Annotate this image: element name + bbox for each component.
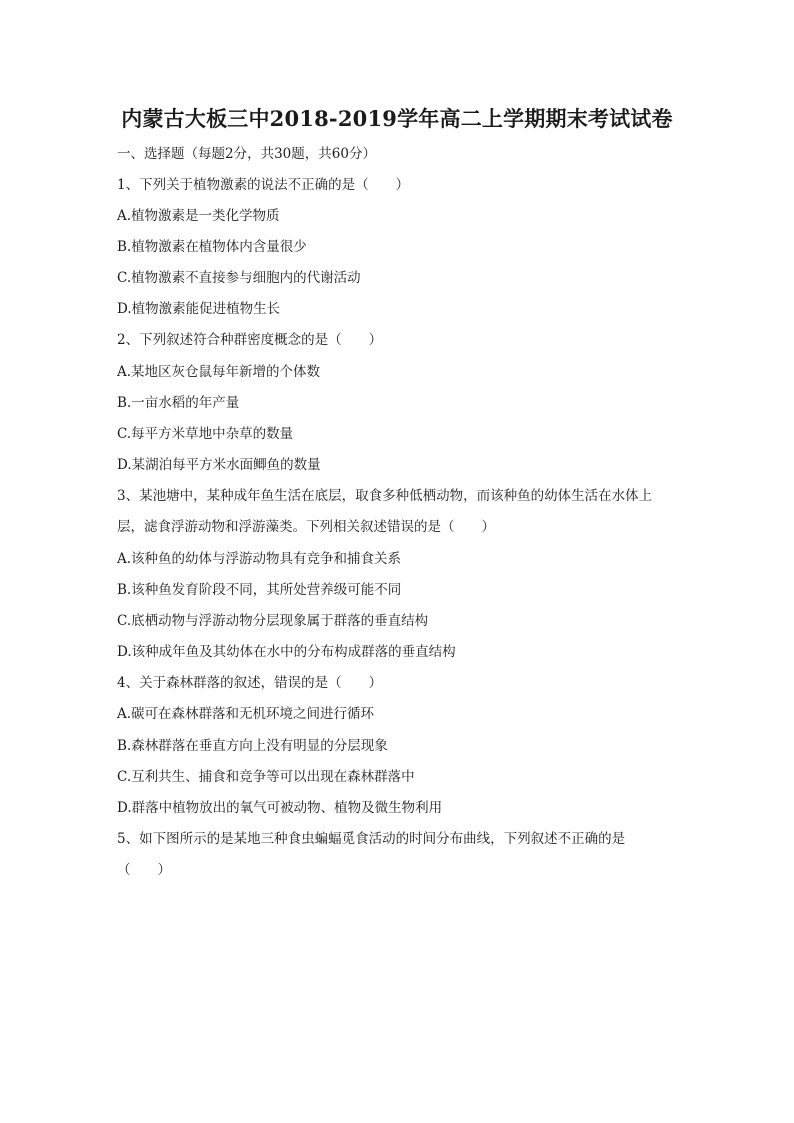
question-4-option-c: C.互利共生、捕食和竞争等可以出现在森林群落中 [117,769,415,785]
question-5-stem-line-1: 5、如下图所示的是某地三种食虫蝙蝠觅食活动的时间分布曲线，下列叙述不正确的是 [117,831,626,847]
question-2-option-b: B.一亩水稻的年产量 [117,395,240,411]
question-1-stem: 1、下列关于植物激素的说法不正确的是（ ） [117,177,410,193]
question-2-option-d: D.某湖泊每平方米水面鲫鱼的数量 [117,457,321,473]
exam-title: 内蒙古大板三中2018-2019学年高二上学期期末考试试卷 [121,106,673,131]
question-1-option-a: A.植物激素是一类化学物质 [117,208,280,224]
question-5-stem-line-2: （ ） [117,862,171,878]
question-1-option-d: D.植物激素能促进植物生长 [117,301,281,317]
question-4-option-b: B.森林群落在垂直方向上没有明显的分层现象 [117,738,388,754]
question-4-option-a: A.碳可在森林群落和无机环境之间进行循环 [117,706,375,722]
question-4-option-d: D.群落中植物放出的氧气可被动物、植物及微生物利用 [117,800,443,816]
question-2-option-c: C.每平方米草地中杂草的数量 [117,426,294,442]
question-2-option-a: A.某地区灰仓鼠每年新增的个体数 [117,364,321,380]
question-3-option-b: B.该种鱼发育阶段不同，其所处营养级可能不同 [117,582,402,598]
question-4-stem: 4、关于森林群落的叙述，错误的是（ ） [117,675,383,691]
section-heading: 一、选择题（每题2分，共30题，共60分） [117,146,376,162]
question-3-option-d: D.该种成年鱼及其幼体在水中的分布构成群落的垂直结构 [117,644,456,660]
question-3-stem-line-2: 层，滤食浮游动物和浮游藻类。下列相关叙述错误的是（ ） [117,519,495,535]
question-1-option-c: C.植物激素不直接参与细胞内的代谢活动 [117,270,361,286]
question-3-option-c: C.底栖动物与浮游动物分层现象属于群落的垂直结构 [117,613,429,629]
question-1-option-b: B.植物激素在植物体内含量很少 [117,239,307,255]
question-2-stem: 2、下列叙述符合种群密度概念的是（ ） [117,332,383,348]
question-3-stem-line-1: 3、某池塘中，某种成年鱼生活在底层，取食多种低栖动物，而该种鱼的幼体生活在水体上 [117,488,653,504]
question-3-option-a: A.该种鱼的幼体与浮游动物具有竞争和捕食关系 [117,551,402,567]
